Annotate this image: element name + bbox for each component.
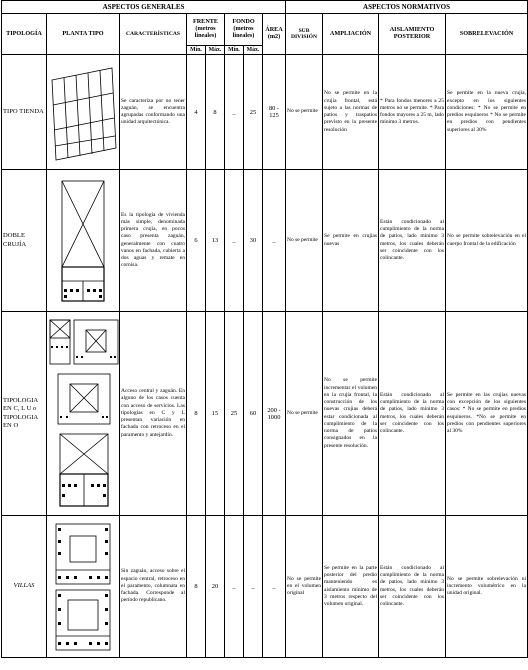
tipologia-header: TIPOLOGÍA <box>2 14 47 55</box>
caracteristicas-header: CARACTERÍSTICAS <box>120 14 187 55</box>
subdivision-cell: No se permite <box>286 170 323 312</box>
sobreelevacion-cell: No se permite sobrelevación ni incremento volumétrico en la unidad original. <box>446 516 528 658</box>
general-aspects-header: ASPECTOS GENERALES <box>2 1 286 14</box>
villas-plan-icon <box>48 520 118 654</box>
aislamiento-cell: * Para fondos menores a 25 metros no se permite. * Para fondos mayores a 25 m, lado mínimo 3 metros. <box>379 55 446 170</box>
frente-max-cell: 15 <box>206 312 225 516</box>
fondo-min-cell: _ <box>225 55 244 170</box>
fondo-header: FONDO (metros lineales) <box>225 14 263 46</box>
caracteristicas-cell: Es la tipología de vivienda más simple, denominada primera crujía, en pocos caso presenta zaguán, generalmente con cuatro vanos en fachada, cubierta a dos aguas y remate en cornisa. <box>120 170 187 312</box>
caracteristicas-cell: Acceso central y zaguán. En alguno de los casos cuenta con acceso de servicios. Las tipologías en C y L presentan variación en fachada con retroceso en el paramento y antejardín. <box>120 312 187 516</box>
fondo-min-cell: 25 <box>225 312 244 516</box>
fondo-min-header: Mín. <box>225 46 244 55</box>
subdivision-header: SUB DIVISIÓN <box>286 14 323 55</box>
table-row <box>2 55 528 170</box>
floor-plan-image <box>47 516 120 658</box>
group-header-row <box>2 1 528 14</box>
subdivision-cell: No se permite en el volumen original <box>286 516 323 658</box>
normative-aspects-header: ASPECTOS NORMATIVOS <box>286 1 528 14</box>
fondo-max-header: Máx. <box>244 46 263 55</box>
sobreelevacion-cell: Se permite en la nueva crujía, excepto en los siguientes condiciones: * No se permite en predios esquineros * No se permite en predios con pendientes superiores al 30% <box>446 55 528 170</box>
planta-tipo-header: PLANTA TIPO <box>47 14 120 55</box>
frente-min-header: Mín. <box>187 46 206 55</box>
tienda-plan-icon <box>48 60 118 165</box>
ampliacion-cell: Se permite en la parte posterior del predio manteniendo es aislamiento mínimo de 3 metros respecto del volumen original. <box>323 516 379 658</box>
floor-plan-image <box>47 312 120 516</box>
ampliacion-cell: Se permite en crujías nuevas <box>323 170 379 312</box>
tipologia-c-l-u-o-plan-icon <box>48 316 120 512</box>
tipologia-cell: DOBLE CRUJÍA <box>2 170 47 312</box>
frente-header: FRENTE (metros lineales) <box>187 14 225 46</box>
fondo-max-cell: _ <box>244 516 263 658</box>
frente-max-cell: 8 <box>206 55 225 170</box>
sobreelevacion-cell: Se permite en las crujías nuevas con excepción de los siguientes casos: * No se permite en predios esquineros. *No se permite en predios con pendientes superiores al 30% <box>446 312 528 516</box>
fondo-min-cell: _ <box>225 516 244 658</box>
aislamiento-header: AISLAMIENTO POSTERIOR <box>379 14 446 55</box>
ampliacion-cell: No se permite en la crujía frontal, está sujeto a las normas de patios y traspatios previsto en la presente resolución <box>323 55 379 170</box>
table-row <box>2 170 528 312</box>
subdivision-cell: No se permite <box>286 55 323 170</box>
frente-max-cell: 13 <box>206 170 225 312</box>
area-cell: _ <box>263 170 286 312</box>
fondo-max-cell: 30 <box>244 170 263 312</box>
frente-min-cell: 4 <box>187 55 206 170</box>
sobreelevacion-header: SOBRELEVACIÓN <box>446 14 528 55</box>
doble-crujia-plan-icon <box>58 177 108 305</box>
aislamiento-cell: Están condicionado al cumplimiento de la norma de patios, lado mínimo 3 metros, los cuales deberán ser coincidente con los colincante. <box>379 312 446 516</box>
floor-plan-image <box>47 55 120 170</box>
frente-min-cell: 8 <box>187 516 206 658</box>
fondo-max-cell: 25 <box>244 55 263 170</box>
normative-table <box>1 0 528 658</box>
aislamiento-cell: Están condicionado al cumplimiento de la norma de patios, lado mínimo 3 metros, los cuales deberán ser coincidente con los colincante. <box>379 516 446 658</box>
area-cell: _ <box>263 516 286 658</box>
tipologia-cell: VILLAS <box>2 516 47 658</box>
area-cell: 80 - 125 <box>263 55 286 170</box>
sobreelevacion-cell: No se permite sobrelevación en el cuerpo frontal de la edificación <box>446 170 528 312</box>
caracteristicas-cell: Se caracteriza por no tener zaguán, se encuentra agrupadas conformando una unidad arquitectónica. <box>120 55 187 170</box>
subdivision-cell: No se permite <box>286 312 323 516</box>
table-row <box>2 312 528 516</box>
frente-max-header: Máx. <box>206 46 225 55</box>
fondo-min-cell: _ <box>225 170 244 312</box>
area-header: ÁREA (m2) <box>263 14 286 55</box>
floor-plan-image <box>47 170 120 312</box>
frente-min-cell: 8 <box>187 312 206 516</box>
ampliacion-cell: No se permite incrementar el volumen en la crujía frontal, la construcción de los nuevas crujías deberá estar condicionada al cumplimiento de la norma de patios consignados en la presente resolución. <box>323 312 379 516</box>
fondo-max-cell: 60 <box>244 312 263 516</box>
caracteristicas-cell: Sin zaguán, acceso sobre el espacio central, retroceso en el paramento, columnata en fachada. Corresponde al período republicano. <box>120 516 187 658</box>
column-header-row <box>2 14 528 46</box>
area-cell: 200 - 1000 <box>263 312 286 516</box>
aislamiento-cell: Están condicionado al cumplimiento de la norma de patios, lado mínimo 3 metros, los cuales deberán ser coincidente con los colincante. <box>379 170 446 312</box>
tipologia-cell: TIPO TIENDA <box>2 55 47 170</box>
tipologia-cell: TIPOLOGIA EN C, L U o TIPOLOGIA EN O <box>2 312 47 516</box>
frente-max-cell: 20 <box>206 516 225 658</box>
ampliacion-header: AMPLIACIÓN <box>323 14 379 55</box>
frente-min-cell: 6 <box>187 170 206 312</box>
table-row <box>2 516 528 658</box>
